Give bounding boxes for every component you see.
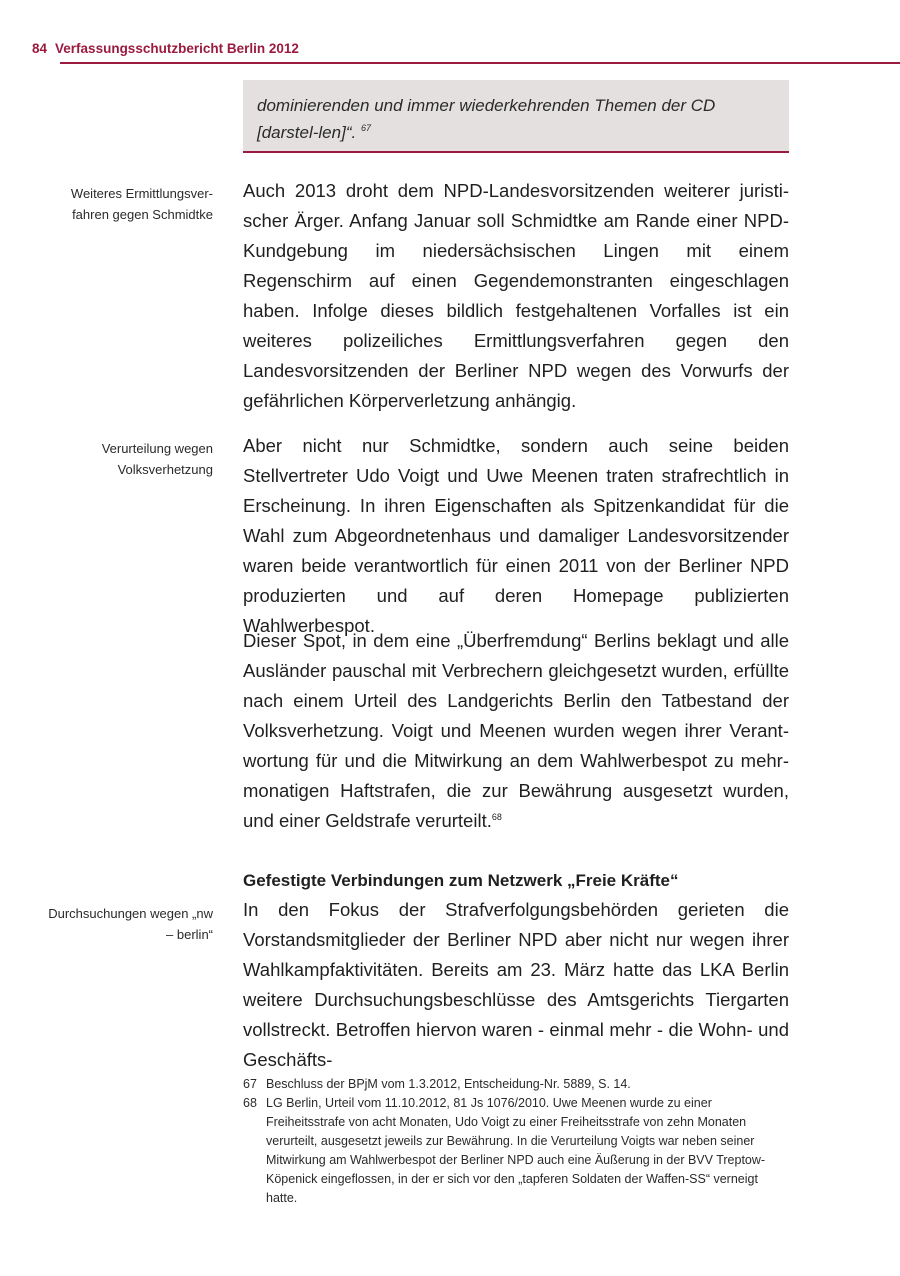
side-note: Verurteilung wegen Volksverhetzung	[101, 441, 213, 477]
paragraph-text: Auch 2013 droht dem NPD-Landesvorsitzenden weiterer juristischer Ärger. Anfang Januar soll Schmidtke am Rande einer NPD-Kundgebung im niedersächsischen Lingen mit einem Regenschirm auf einen Gegendemonstranten eingeschlagen haben. Infolge dieses bildlich festgehaltenen Vorfalles ist ein weiteres polizeiliches Ermittlungsverfahren gegen den Landesvorsitzenden der Berliner NPD wegen des Vorwurfs der gefährlichen Körperverletzung anhängig.	[243, 180, 789, 411]
paragraph-text: Aber nicht nur Schmidtke, sondern auch seine beiden Stellvertreter Udo Voigt und Uwe Meenen traten strafrechtlich in Erscheinung. In ihren Eigenschaften als Spitzenkandidat für die Wahl zum Abgeordnetenhaus und damaliger Landesvorsitzender waren beide verantwortlich für einen 2011 von der Berliner NPD produzierten und auf deren Homepage publizierten Wahlwerbespot.	[243, 435, 789, 636]
header-rule	[60, 62, 900, 64]
page-header	[32, 40, 900, 58]
body-paragraph	[243, 895, 789, 1075]
section-heading: Gefestigte Verbindungen zum Netzwerk „Freie Kräfte“	[243, 871, 679, 890]
body-paragraph	[243, 176, 789, 416]
running-header	[32, 40, 900, 58]
footnote-number: 68	[243, 1096, 257, 1110]
paragraph-text: In den Fokus der Strafverfolgungsbehörden gerieten die Vorstandsmitglieder der Berliner NPD aber nicht nur wegen ihrer Wahlkampfaktivitäten. Bereits am 23. März hatte das LKA Berlin weitere Durchsuchungsbeschlüsse des Amtsgerichts Tiergarten vollstreckt. Betroffen hiervon waren - einmal mehr - die Wohn- und Geschäfts-	[243, 899, 789, 1070]
side-note: Weiteres Ermittlungsver-fahren gegen Schmidtke	[70, 186, 213, 222]
body-paragraph	[243, 626, 789, 836]
footnote	[243, 1094, 789, 1208]
footnote-text: Beschluss der BPjM vom 1.3.2012, Entscheidung-Nr. 5889, S. 14.	[266, 1077, 631, 1091]
footnote	[243, 1075, 789, 1094]
footnote-ref: 68	[491, 812, 502, 822]
footnote-text: LG Berlin, Urteil vom 11.10.2012, 81 Js 1076/2010. Uwe Meenen wurde zu einer Freiheitsstrafe von acht Monaten, Udo Voigt zu einer Freiheitsstrafe von zehn Monaten verurteilt, ausgesetzt jeweils zur Bewährung. In die Verurteilung Voigts war neben seiner Mitwirkung am Wahlwerbespot der Berliner NPD auch eine Äußerung in der BVV Treptow-Köpenick eingeflossen, in der er sich vor den „tapferen Soldaten der Waffen-SS“ verneigt hatte.	[266, 1096, 766, 1205]
report-title: Verfassungsschutzbericht Berlin 2012	[55, 41, 299, 56]
quote-text: dominierenden und immer wiederkehrenden Themen der CD [darstel-len]“.	[257, 96, 716, 142]
footnote-ref: 67	[360, 123, 371, 133]
body-paragraph	[243, 431, 789, 641]
paragraph-text: Dieser Spot, in dem eine „Überfremdung“ Berlins beklagt und alle Ausländer pauschal mit Verbrechern gleichgesetzt wurden, erfüllte nach einem Urteil des Landgerichts Berlin den Tatbestand der Volksverhetzung. Voigt und Meenen wurden wegen ihrer Verantwortung für und die Mitwirkung an dem Wahlwerbespot zu mehrmonatigen Haftstrafen, die zur Bewährung ausgesetzt wurden, und einer Geldstrafe verurteilt.	[243, 630, 789, 831]
page-number: 84	[32, 41, 48, 56]
quote-box	[243, 80, 789, 153]
footnote-number: 67	[243, 1077, 257, 1091]
side-note: Durchsuchungen wegen „nw – berlin“	[48, 906, 213, 942]
footnotes	[243, 1075, 789, 1208]
